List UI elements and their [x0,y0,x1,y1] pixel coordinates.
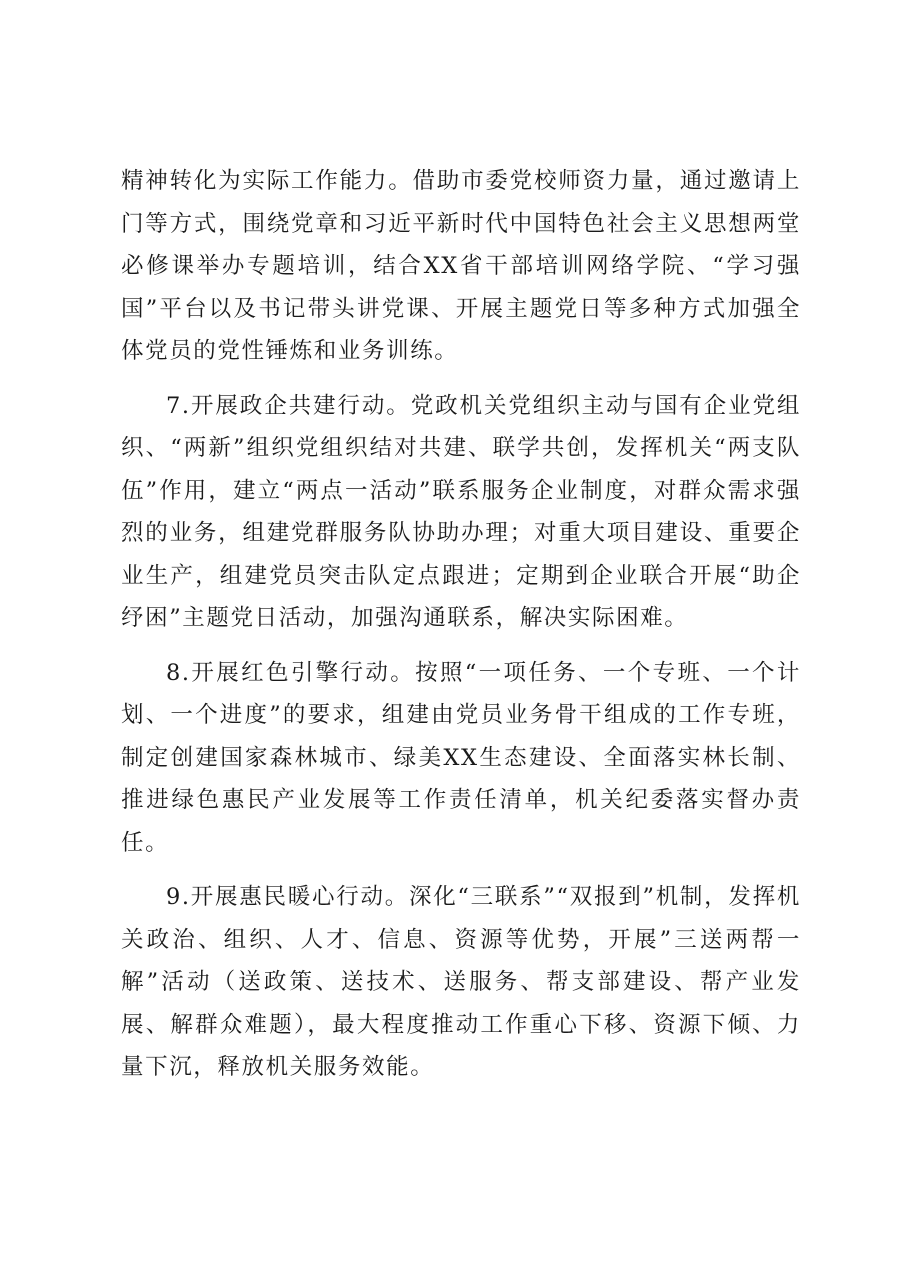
paragraph-item-7: 7.开展政企共建行动。党政机关党组织主动与国有企业党组织、“两新”组织党组织结对共建、联学共创，发挥机关“两支队伍”作用，建立“两点一活动”联系服务企业制度，对群众需求强烈的业务，组建党群服务队协助办理；对重大项目建设、重要企业生产，组建党员突击队定点跟进；定期到企业联合开展“助企纾困”主题党日活动，加强沟通联系，解决实际困难。 [121,392,801,631]
document-body [121,160,801,1089]
paragraph-continuation: 精神转化为实际工作能力。借助市委党校师资力量，通过邀请上门等方式，围绕党章和习近平新时代中国特色社会主义思想两堂必修课举办专题培训，结合XX省干部培训网络学院、“学习强国”平台以及书记带头讲党课、开展主题党日等多种方式加强全体党员的党性锤炼和业务训练。 [121,168,801,364]
paragraph-item-9: 9.开展惠民暖心行动。深化“三联系”“双报到”机制，发挥机关政治、组织、人才、信息、资源等优势，开展”三送两帮一解”活动（送政策、送技术、送服务、帮支部建设、帮产业发展、解群众难题），最大程度推动工作重心下移、资源下倾、力量下沉，释放机关服务效能。 [121,884,801,1080]
paragraph-item-8: 8.开展红色引擎行动。按照“一项任务、一个专班、一个计划、一个进度”的要求，组建由党员业务骨干组成的工作专班，制定创建国家森林城市、绿美XX生态建设、全面落实林长制、推进绿色惠民产业发展等工作责任清单，机关纪委落实督办责任。 [121,659,801,856]
